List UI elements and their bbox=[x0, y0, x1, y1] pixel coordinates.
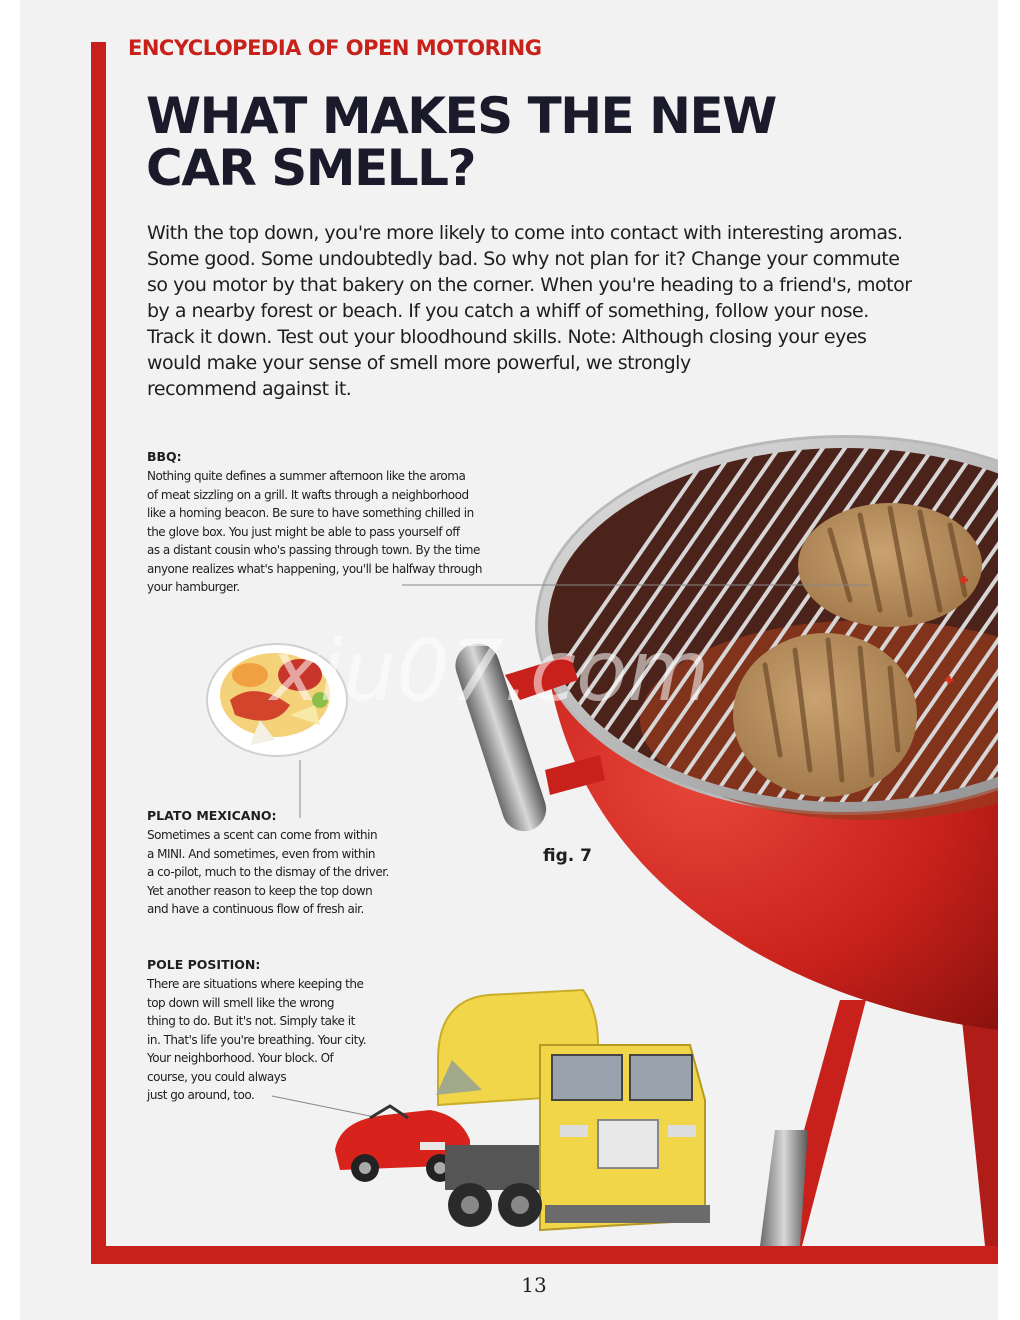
grill-leg-foot bbox=[760, 1130, 808, 1246]
page-title bbox=[146, 87, 906, 197]
caption-bbq-heading: BBQ: bbox=[147, 449, 182, 464]
intro-line: recommend against it. bbox=[147, 378, 352, 400]
caption-line: anyone realizes what's happening, you'll be halfway through bbox=[147, 561, 482, 576]
intro-line: by a nearby forest or beach. If you catch a whiff of something, follow your nose. bbox=[147, 300, 869, 322]
caption-plato-mexicano bbox=[147, 808, 427, 919]
caption-plato-body bbox=[147, 826, 427, 919]
caption-line: a co-pilot, much to the dismay of the driver. bbox=[147, 865, 389, 879]
intro-line: Some good. Some undoubtedly bad. So why not plan for it? Change your commute bbox=[147, 248, 900, 270]
figure-label: fig. 7 bbox=[543, 846, 592, 866]
intro-line: Track it down. Test out your bloodhound skills. Note: Although closing your eyes bbox=[147, 326, 867, 348]
caption-line: Your neighborhood. Your block. Of bbox=[147, 1051, 334, 1065]
grill-leg-back bbox=[960, 1000, 998, 1246]
caption-line: the glove box. You just might be able to pass yourself off bbox=[147, 524, 460, 539]
watermark: xiu07.com bbox=[270, 622, 710, 720]
caption-line: as a distant cousin who's passing through town. By the time bbox=[147, 543, 480, 557]
caption-line: of meat sizzling on a grill. It wafts through a neighborhood bbox=[147, 487, 469, 502]
dump-truck-illustration bbox=[436, 990, 710, 1230]
caption-line: and have a continuous flow of fresh air. bbox=[147, 902, 364, 916]
red-border-bottom bbox=[91, 1246, 998, 1264]
caption-bbq bbox=[147, 449, 537, 597]
caption-line: in. That's life you're breathing. Your city. bbox=[147, 1032, 367, 1047]
caption-line: There are situations where keeping the bbox=[147, 977, 364, 991]
intro-paragraph bbox=[147, 220, 927, 402]
caption-line: Yet another reason to keep the top down bbox=[147, 883, 373, 898]
intro-line: so you motor by that bakery on the corner. When you're heading to a friend's, motor bbox=[147, 274, 912, 296]
burger-patty-icon bbox=[798, 503, 982, 627]
intro-line: With the top down, you're more likely to come into contact with interesting aromas. bbox=[147, 222, 903, 244]
burger-patty-icon-2 bbox=[733, 633, 917, 797]
caption-line: top down will smell like the wrong bbox=[147, 995, 335, 1010]
caption-plato-heading: PLATO MEXICANO: bbox=[147, 808, 277, 823]
caption-bbq-body bbox=[147, 467, 537, 597]
title-line-2: CAR SMELL? bbox=[146, 139, 475, 197]
caption-line: course, you could always bbox=[147, 1069, 287, 1084]
title-line-1: WHAT MAKES THE NEW bbox=[146, 87, 776, 145]
caption-line: like a homing beacon. Be sure to have something chilled in bbox=[147, 506, 474, 520]
caption-pole-heading: POLE POSITION: bbox=[147, 957, 261, 972]
section-header: ENCYCLOPEDIA OF OPEN MOTORING bbox=[128, 36, 542, 60]
caption-line: Nothing quite defines a summer afternoon like the aroma bbox=[147, 469, 466, 483]
caption-line: just go around, too. bbox=[147, 1088, 255, 1102]
intro-line: would make your sense of smell more powerful, we strongly bbox=[147, 352, 691, 374]
caption-line: thing to do. But it's not. Simply take it bbox=[147, 1014, 355, 1028]
page-number: 13 bbox=[521, 1273, 547, 1297]
caption-pole-body bbox=[147, 975, 409, 1105]
caption-line: Sometimes a scent can come from within bbox=[147, 828, 378, 842]
caption-line: your hamburger. bbox=[147, 580, 240, 594]
caption-line: a MINI. And sometimes, even from within bbox=[147, 846, 376, 861]
caption-pole-position bbox=[147, 957, 409, 1105]
red-border-left bbox=[91, 42, 106, 1264]
